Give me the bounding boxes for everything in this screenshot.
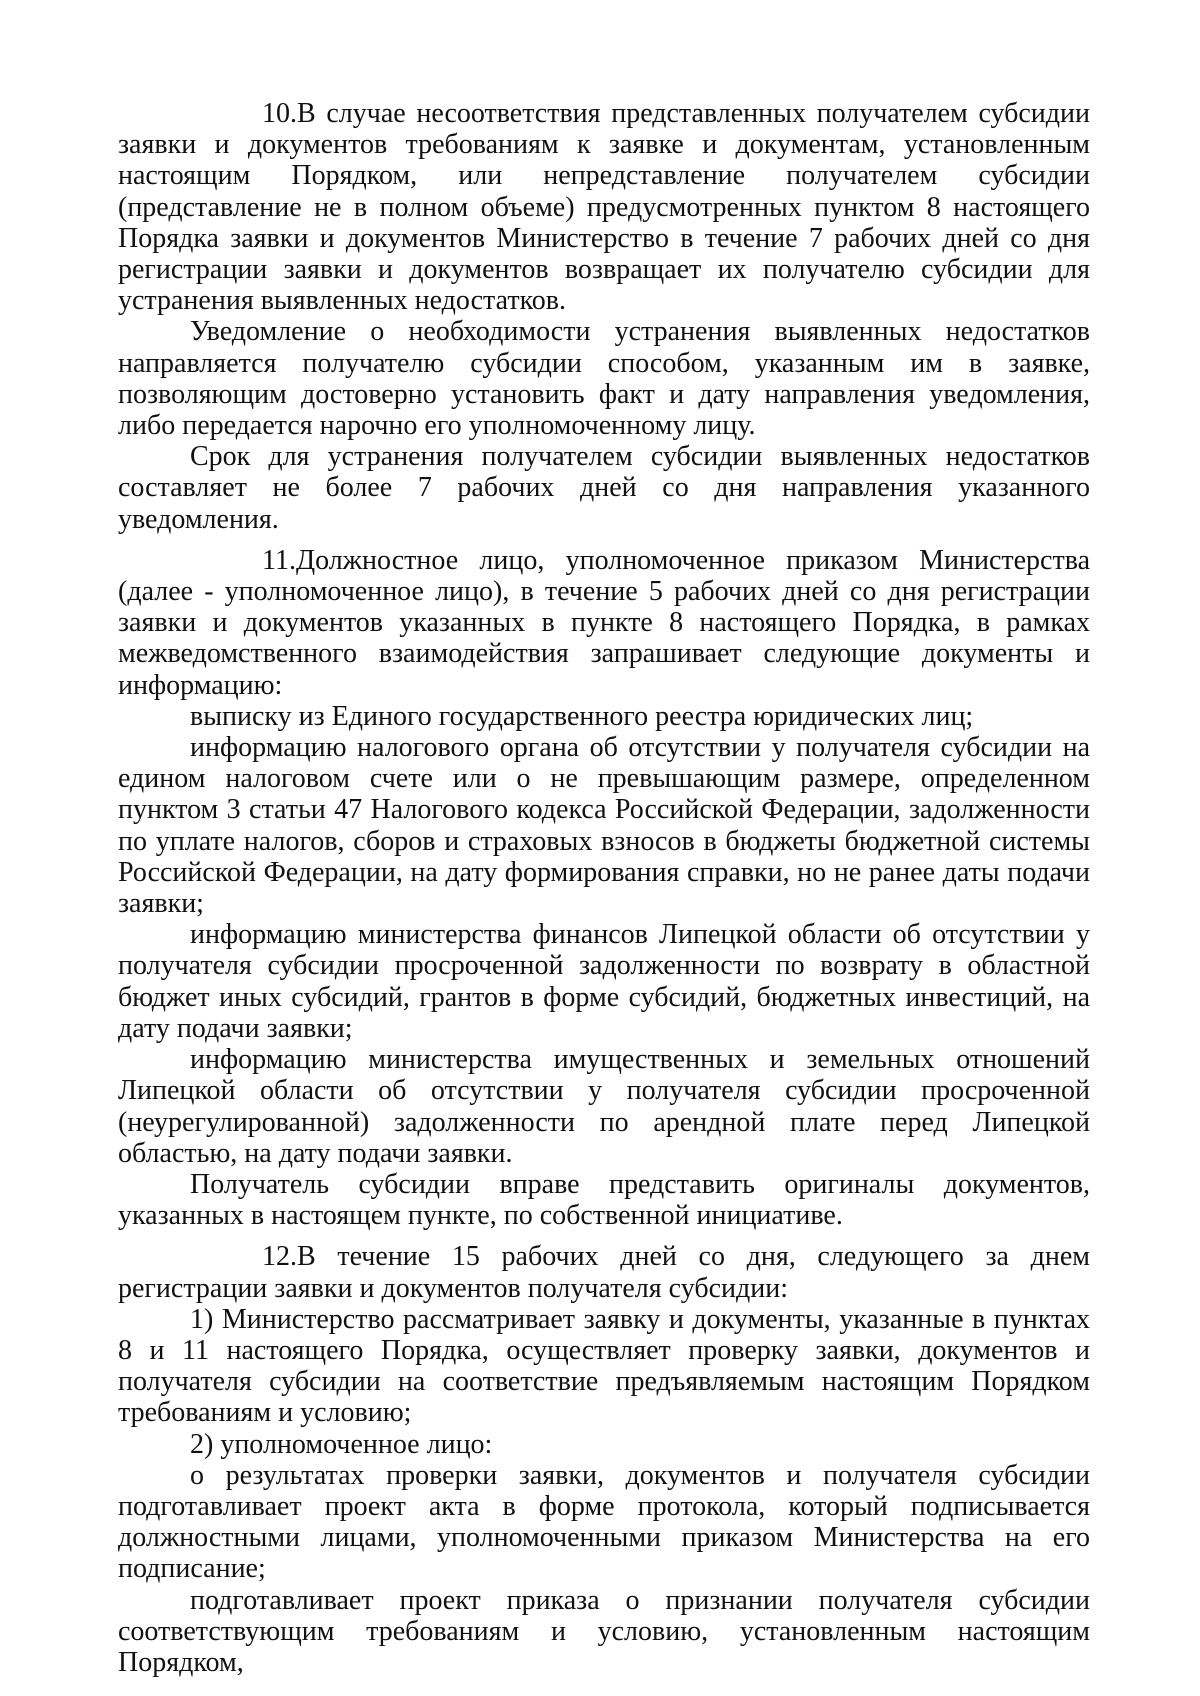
paragraph-text: В случае несоответствия представленных получателем субсидии заявки и документов требованиям к заявке и документам, установленным настоящим Порядком, или непредставление получателем субсидии (представление не в полном объеме) предусмотренных пунктом 8 настоящего Порядка заявки и документов Министерство в течение 7 рабочих дней со дня регистрации заявки и документов возвращает их получателю субсидии для устранения выявленных недостатков. xyxy=(118,98,1090,317)
paragraph-number: 10. xyxy=(262,98,297,129)
paragraph-deadline: Срок для устранения получателем субсидии выявленных недостатков составляет не более 7 рабочих дней со дня направления указанного уведомления. xyxy=(118,441,1090,535)
paragraph-number: 12. xyxy=(262,1241,297,1273)
paragraph-number: 11. xyxy=(262,544,296,576)
paragraph-10 xyxy=(118,98,1090,316)
list-item-authorized-person: 2) уполномоченное лицо: xyxy=(190,1428,493,1460)
list-item-property-info: информацию министерства имущественных и земельных отношений Липецкой области об отсутствии у получателя субсидии просроченной (неурегулированной) задолженности по арендной плате перед Липецкой областью, на дату подачи заявки. xyxy=(118,1044,1090,1169)
list-item-registry-extract: выписку из Единого государственного реестра юридических лиц; xyxy=(190,700,974,732)
list-item-order-draft: подготавливает проект приказа о признании получателя субсидии соответствующим требованиям и условию, установленным настоящим Порядком, xyxy=(118,1584,1090,1678)
paragraph-11 xyxy=(118,545,1090,701)
paragraph-originals: Получатель субсидии вправе представить оригиналы документов, указанных в настоящем пункте, по собственной инициативе. xyxy=(118,1168,1090,1232)
list-item-finance-info: информацию министерства финансов Липецкой области об отсутствии у получателя субсидии просроченной задолженности по возврату в областной бюджет иных субсидий, грантов в форме субсидий, бюджетных инвестиций, на дату подачи заявки; xyxy=(118,919,1090,1044)
paragraph-text: В течение 15 рабочих дней со дня, следующего за днем регистрации заявки и документов получателя субсидии: xyxy=(118,1241,1090,1304)
list-item-tax-info: информацию налогового органа об отсутствии у получателя субсидии на едином налоговом счете или о не превышающим размере, определенном пунктом 3 статьи 47 Налогового кодекса Российской Федерации, задолженности по уплате налогов, сборов и страховых взносов в бюджеты бюджетной системы Российской Федерации, на дату формирования справки, но не ранее даты подачи заявки; xyxy=(118,732,1090,920)
paragraph-notification: Уведомление о необходимости устранения выявленных недостатков направляется получателю субсидии способом, указанным им в заявке, позволяющим достоверно установить факт и дату направления уведомления, либо передается нарочно его уполномоченному лицу. xyxy=(118,316,1090,442)
list-item-protocol: о результатах проверки заявки, документов и получателя субсидии подготавливает проект акта в форме протокола, который подписывается должностными лицами, уполномоченными приказом Министерства на его подписание; xyxy=(118,1459,1090,1585)
paragraph-12 xyxy=(118,1241,1090,1303)
paragraph-text: Должностное лицо, уполномоченное приказом Министерства (далее - уполномоченное лицо), в течение 5 рабочих дней со дня регистрации заявки и документов указанных в пункте 8 настоящего Порядка, в рамках межведомственного взаимодействия запрашивает следующие документы и информацию: xyxy=(118,544,1090,701)
list-item-ministry-review: 1) Министерство рассматривает заявку и документы, указанные в пунктах 8 и 11 настоящего Порядка, осуществляет проверку заявки, документов и получателя субсидии на соответствие предъявляемым настоящим Порядком требованиям и условию; xyxy=(118,1303,1090,1429)
